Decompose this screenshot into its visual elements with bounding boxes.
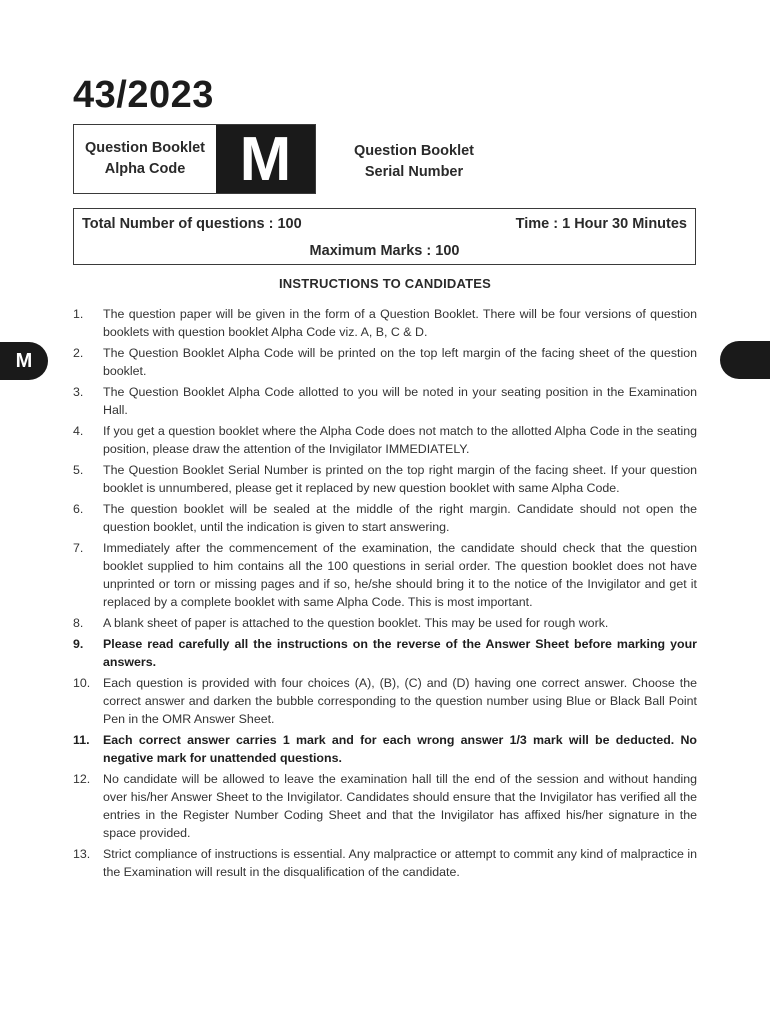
instruction-item (73, 461, 697, 497)
instruction-item-bold (73, 635, 697, 671)
side-tab-right-marker (720, 341, 770, 379)
instruction-item (73, 500, 697, 536)
instruction-item (73, 614, 697, 632)
instruction-text: The question paper will be given in the form of a Question Booklet. There will be four versions of question booklets with question booklet Alpha Code viz. A, B, C & D. (103, 307, 697, 339)
total-questions: Total Number of questions : 100 (82, 216, 302, 232)
instruction-number: 3. (73, 385, 84, 399)
alpha-code-letter: M (216, 125, 315, 193)
instruction-number: 1. (73, 307, 84, 321)
instruction-text: Please read carefully all the instructions on the reverse of the Answer Sheet before marking your answers. (103, 637, 697, 669)
serial-label-line1: Question Booklet (353, 143, 475, 159)
instruction-item (73, 305, 697, 341)
alpha-label-line2: Alpha Code (104, 161, 186, 177)
instruction-text: Immediately after the commencement of the examination, the candidate should check that the question booklet supplied to him contains all the 100 questions in serial order. The question booklet does not have unprinted or torn or missing pages and if so, he/she should bring it to the notice of the Invigilator and get it replaced by a complete booklet with same Alpha Code. This is most important. (103, 541, 697, 609)
serial-number-label (350, 141, 478, 183)
instruction-item (73, 845, 697, 881)
instruction-number: 12. (73, 772, 91, 786)
instruction-number: 5. (73, 463, 84, 477)
alpha-label-line1: Question Booklet (84, 140, 206, 156)
instruction-item (73, 674, 697, 728)
instruction-number: 2. (73, 346, 84, 360)
instruction-number: 7. (73, 541, 84, 555)
alpha-code-box (73, 124, 316, 194)
instruction-item (73, 539, 697, 611)
instruction-item (73, 383, 697, 419)
instruction-item (73, 344, 697, 380)
instruction-text: Each question is provided with four choices (A), (B), (C) and (D) having one correct answer. Choose the correct answer and darken the bubble corresponding to the question number using Blue or Black Ball Point Pen in the OMR Answer Sheet. (103, 676, 697, 726)
instruction-item (73, 770, 697, 842)
instruction-text: No candidate will be allowed to leave the examination hall till the end of the session and without handing over his/her Answer Sheet to the Invigilator. Candidates should ensure that the Invigilator has verified all the entries in the Register Number Coding Sheet and that the Invigilator has affixed his/her signature in the space provided. (103, 772, 697, 840)
instruction-number: 10. (73, 676, 91, 690)
instruction-text: The Question Booklet Alpha Code allotted to you will be noted in your seating position in the Examination Hall. (103, 385, 697, 417)
instruction-number: 9. (73, 637, 84, 651)
instruction-number: 13. (73, 847, 91, 861)
instruction-text: A blank sheet of paper is attached to the question booklet. This may be used for rough work. (103, 616, 609, 630)
instruction-text: Each correct answer carries 1 mark and for each wrong answer 1/3 mark will be deducted. No negative mark for unattended questions. (103, 733, 697, 765)
instruction-item-bold (73, 731, 697, 767)
instruction-number: 6. (73, 502, 84, 516)
instruction-text: If you get a question booklet where the Alpha Code does not match to the allotted Alpha Code in the seating position, please draw the attention of the Invigilator IMMEDIATELY. (103, 424, 697, 456)
instruction-item (73, 422, 697, 458)
instruction-text: The Question Booklet Alpha Code will be printed on the top left margin of the facing sheet of the question booklet. (103, 346, 697, 378)
maximum-marks: Maximum Marks : 100 (309, 243, 460, 259)
instructions-title: INSTRUCTIONS TO CANDIDATES (278, 276, 491, 291)
exam-code: 43/2023 (73, 74, 214, 116)
instructions-list (73, 305, 697, 884)
exam-summary-box (73, 208, 696, 265)
instruction-number: 11. (73, 733, 90, 747)
instruction-text: Strict compliance of instructions is essential. Any malpractice or attempt to commit any kind of malpractice in the Examination will result in the disqualification of the candidate. (103, 847, 697, 879)
alpha-code-label (74, 125, 216, 193)
instruction-number: 4. (73, 424, 84, 438)
side-tab-alpha-code: M (0, 342, 48, 380)
instruction-number: 8. (73, 616, 84, 630)
instruction-text: The question booklet will be sealed at the middle of the right margin. Candidate should not open the question booklet, until the indication is given to start answering. (103, 502, 697, 534)
exam-time: Time : 1 Hour 30 Minutes (515, 216, 687, 232)
instruction-text: The Question Booklet Serial Number is printed on the top right margin of the facing sheet. If your question booklet is unnumbered, please get it replaced by new question booklet with same Alpha Code. (103, 463, 697, 495)
serial-label-line2: Serial Number (364, 164, 464, 180)
